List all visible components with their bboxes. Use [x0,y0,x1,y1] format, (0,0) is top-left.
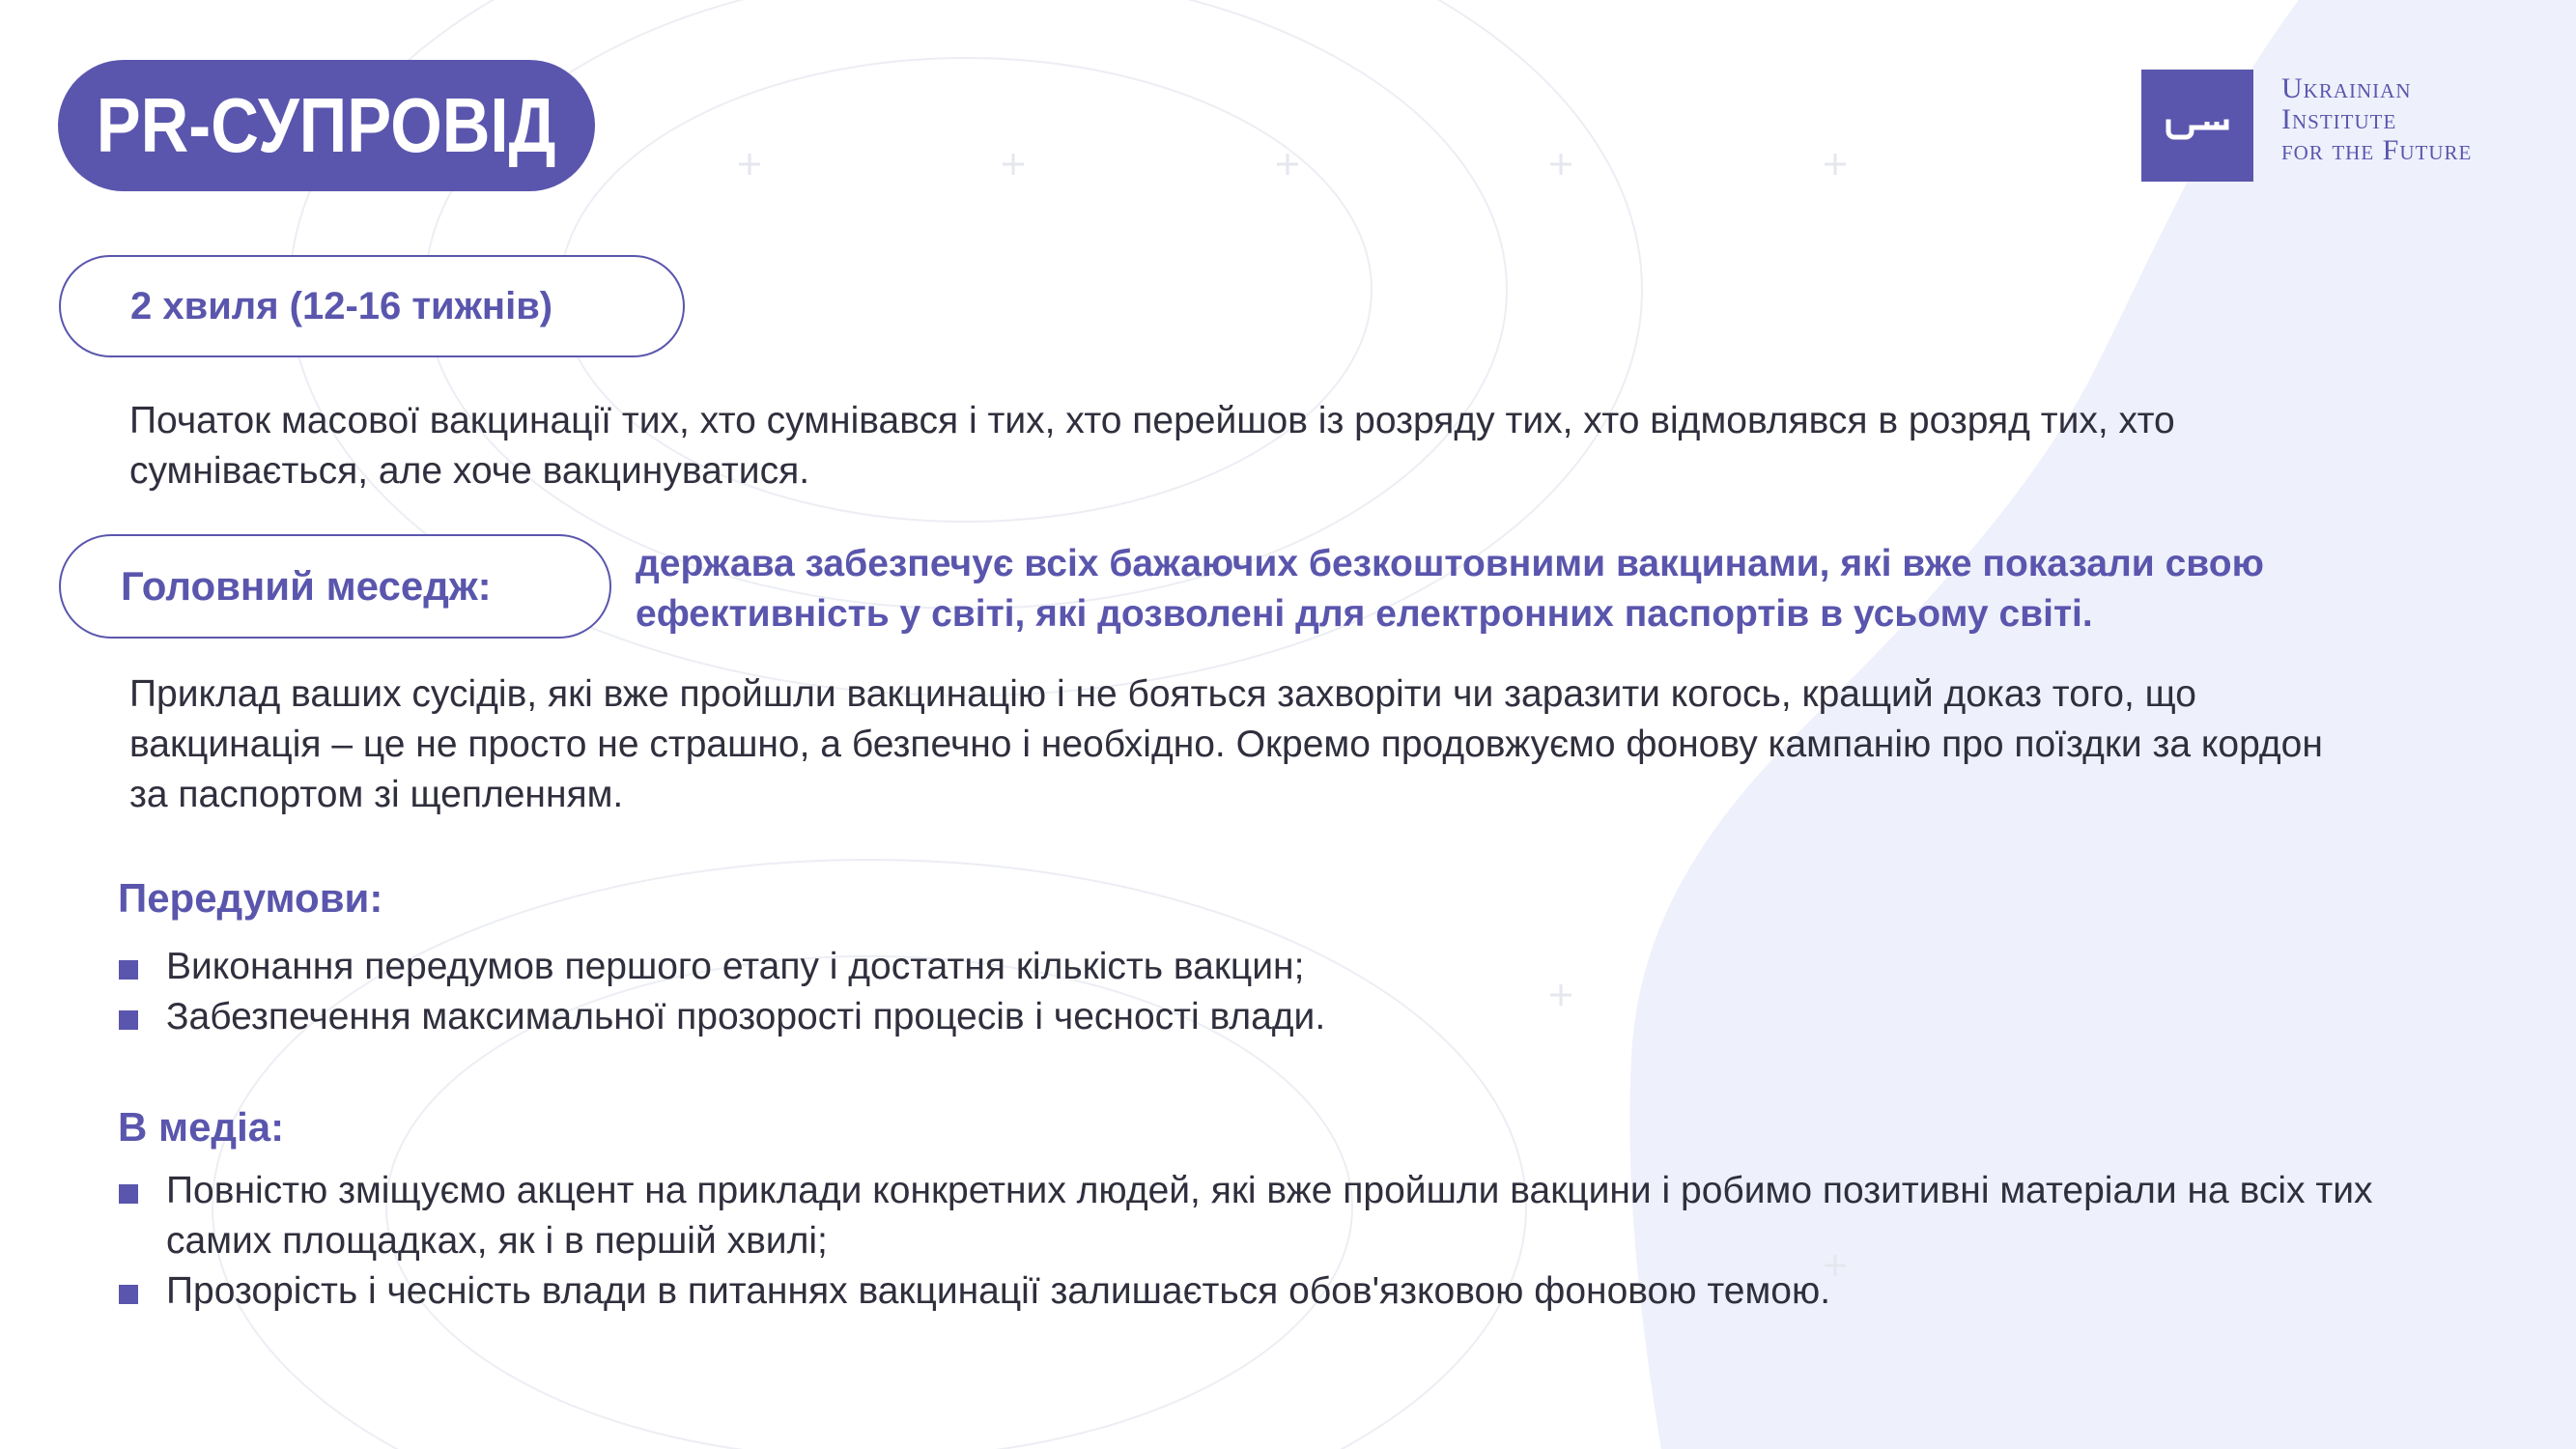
list-item-text: Виконання передумов першого етапу і достатня кількість вакцин; [166,946,1305,987]
wave-label: 2 хвиля (12-16 тижнів) [130,284,553,327]
logo-line-1: Ukrainian [2281,72,2412,104]
media-list [119,1166,2456,1317]
logo-line-3: for the Future [2281,134,2473,166]
bullet-square-icon [119,1285,138,1304]
bullet-square-icon [119,1010,138,1030]
prerequisites-heading: Передумови: [118,875,383,921]
intro-paragraph: Початок масової вакцинації тих, хто сумнівався і тих, хто перейшов із розряду тих, хто відмовлявся в розряд тих, хто сумнівається, але хоче вакцинуватися. [129,400,2175,492]
bullet-square-icon [119,960,138,980]
logo-line-2: Institute [2281,103,2397,135]
main-message-label: Головний меседж: [121,563,492,609]
page-title: PR-СУПРОВІД [97,82,556,168]
list-item-text: Повністю зміщуємо акцент на приклади конкретних людей, які вже пройшли вакцини і робимо позитивні матеріали на всіх тих самих площадках, як і в першій хвилі; [166,1170,2373,1262]
wave-label-pill [59,255,685,357]
list-item [119,1166,2456,1266]
main-message-text: держава забезпечує всіх бажаючих безкоштовними вакцинами, які вже показали свою ефективність у світі, які дозволені для електронних паспортів в усьому світі. [636,543,2264,635]
list-item-text: Забезпечення максимальної прозорості процесів і чесності влади. [166,996,1326,1037]
list-item-text: Прозорість і чесність влади в питаннях вакцинації залишається обов'язковою фоновою темою. [166,1270,1831,1312]
list-item [119,992,2456,1042]
key-icon [2141,70,2253,182]
example-paragraph: Приклад ваших сусідів, які вже пройшли вакцинацію і не бояться захворіти чи заразити когось, кращий доказ того, що вакцинація – це не просто не страшно, а безпечно і необхідно. Окремо продовжуємо фонову кампанію про поїздки за кордон за паспортом зі щепленням. [129,673,2323,815]
list-item [119,1266,2456,1317]
list-item [119,942,2456,992]
main-message-pill [59,534,611,639]
logo-text [2281,73,2571,166]
prerequisites-list [119,942,2456,1042]
bullet-square-icon [119,1184,138,1204]
media-heading: В медіа: [118,1104,285,1150]
title-badge [58,60,595,191]
